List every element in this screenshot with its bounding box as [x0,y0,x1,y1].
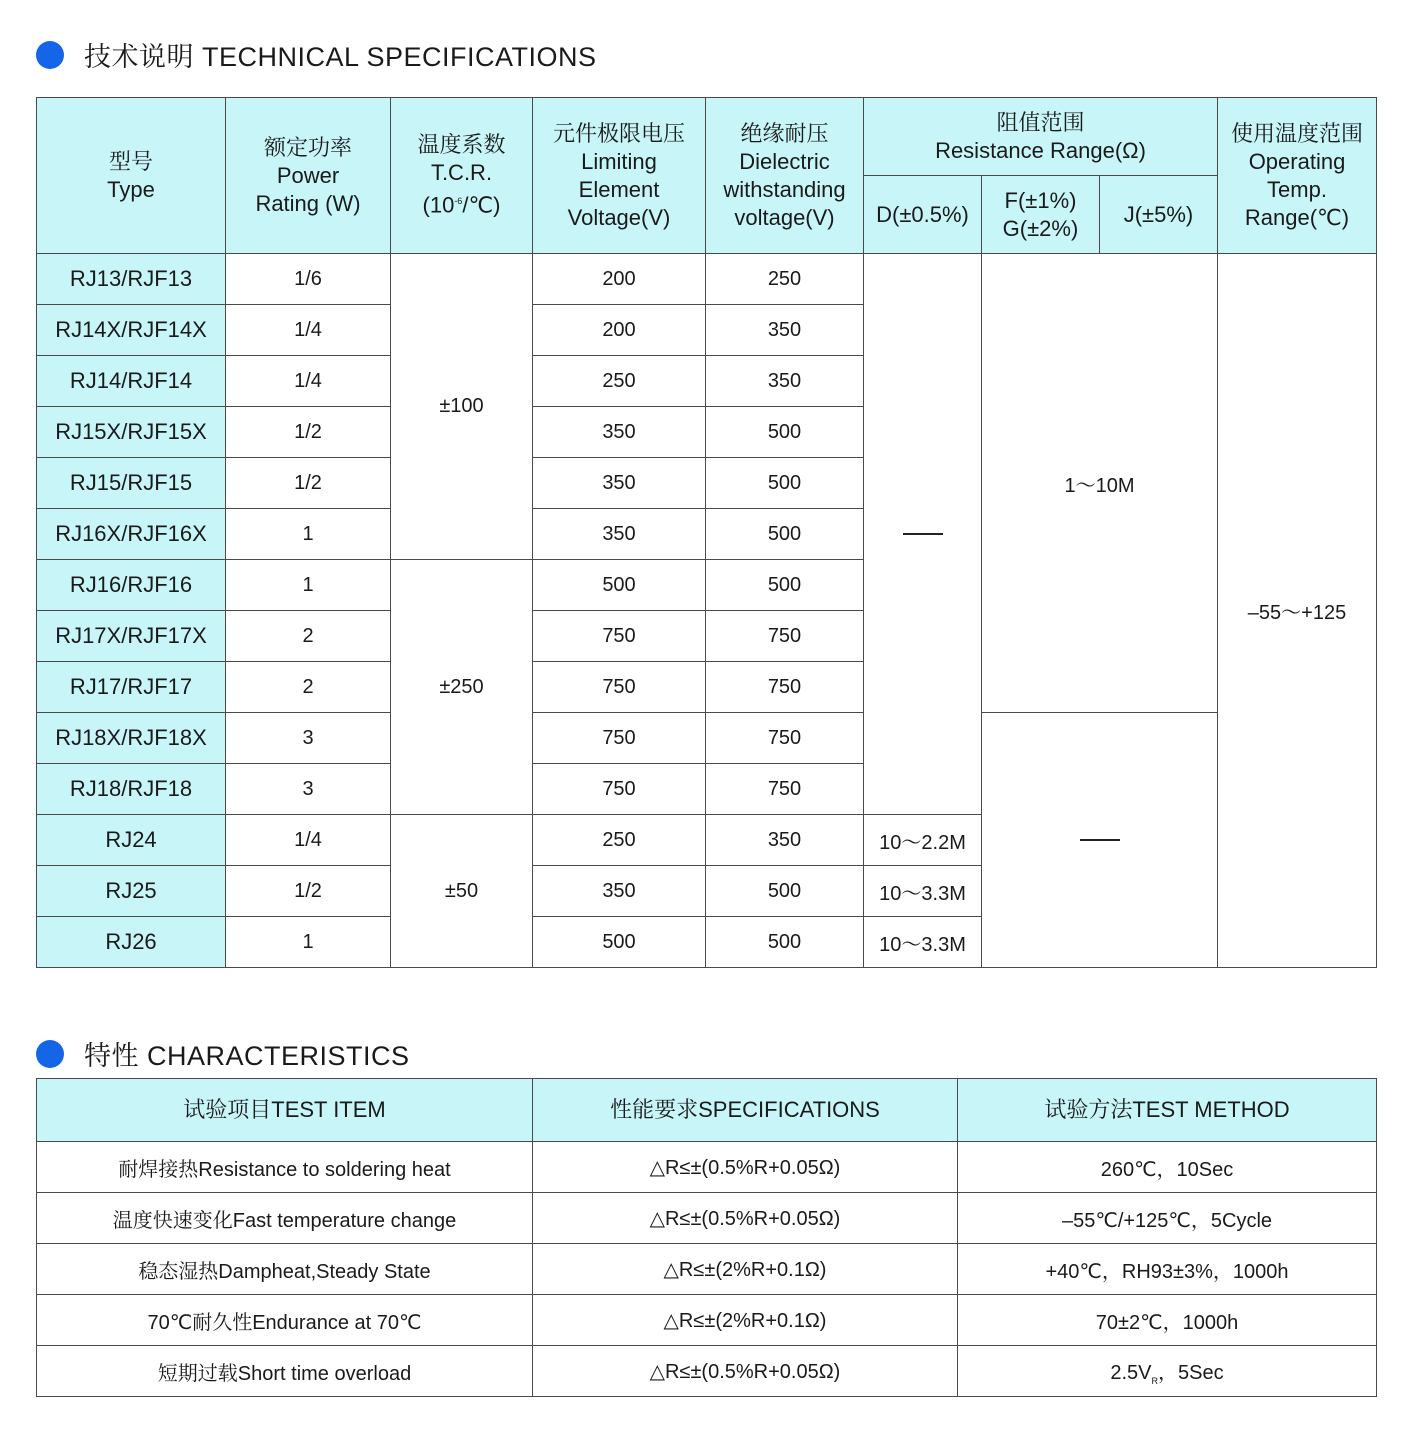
dielectric-cell: 500 [706,560,864,611]
res-fgj-cell: 1～10M [982,254,1218,713]
header-test-item: 试验项目TEST ITEM [37,1079,533,1142]
res-d-cell: 10～3.3M [864,866,982,917]
table-row [37,713,1377,764]
type-cell: RJ24 [37,815,226,866]
type-cell: RJ18X/RJF18X [37,713,226,764]
table-row [37,1142,1377,1193]
type-cell: RJ17/RJF17 [37,662,226,713]
type-cell: RJ26 [37,917,226,968]
type-cell: RJ13/RJF13 [37,254,226,305]
power-cell: 3 [226,713,391,764]
table-row [37,1295,1377,1346]
spec-value: △R≤±(0.5%R+0.05Ω) [533,1193,958,1244]
power-cell: 2 [226,662,391,713]
section-header-specs [36,35,597,74]
power-cell: 1/6 [226,254,391,305]
dash-icon [1080,839,1120,841]
bullet-dot-icon [36,41,64,69]
header-test-method: 试验方法TEST METHOD [958,1079,1377,1142]
dielectric-cell: 500 [706,866,864,917]
power-cell: 1/2 [226,458,391,509]
power-cell: 2 [226,611,391,662]
table-row [37,254,1377,305]
specifications-table [36,97,1377,968]
power-cell: 1 [226,917,391,968]
type-cell: RJ17X/RJF17X [37,611,226,662]
type-cell: RJ15X/RJF15X [37,407,226,458]
test-method: 260℃，10Sec [958,1142,1377,1193]
test-item: 温度快速变化Fast temperature change [37,1193,533,1244]
table-row [37,1193,1377,1244]
section-header-characteristics [36,1034,410,1073]
res-d-cell: 10～2.2M [864,815,982,866]
res-d-cell [864,254,982,815]
type-cell: RJ16X/RJF16X [37,509,226,560]
tcr-cell: ±250 [391,560,533,815]
res-fgj-cell [982,713,1218,968]
dielectric-cell: 750 [706,713,864,764]
dielectric-cell: 750 [706,611,864,662]
type-cell: RJ14/RJF14 [37,356,226,407]
dielectric-cell: 350 [706,815,864,866]
header-specifications: 性能要求SPECIFICATIONS [533,1079,958,1142]
table-row [37,1346,1377,1397]
voltage-cell: 200 [533,254,706,305]
temp-range-cell: –55～+125 [1218,254,1377,968]
type-cell: RJ14X/RJF14X [37,305,226,356]
header-resistance-range: 阻值范围 Resistance Range(Ω) [864,98,1218,176]
dash-icon [903,533,943,535]
voltage-cell: 350 [533,458,706,509]
dielectric-cell: 750 [706,764,864,815]
power-cell: 1 [226,560,391,611]
test-item: 耐焊接热Resistance to soldering heat [37,1142,533,1193]
voltage-cell: 350 [533,407,706,458]
voltage-cell: 750 [533,764,706,815]
header-res-d: D(±0.5%) [864,176,982,254]
header-type: 型号 Type [37,98,226,254]
voltage-cell: 200 [533,305,706,356]
type-cell: RJ18/RJF18 [37,764,226,815]
header-operating-temp: 使用温度范围 Operating Temp. Range(℃) [1218,98,1377,254]
header-limiting-voltage: 元件极限电压 Limiting Element Voltage(V) [533,98,706,254]
res-d-cell: 10～3.3M [864,917,982,968]
test-method: 70±2℃，1000h [958,1295,1377,1346]
power-cell: 1/4 [226,305,391,356]
voltage-cell: 350 [533,866,706,917]
voltage-cell: 250 [533,356,706,407]
section-title-specs: 技术说明 TECHNICAL SPECIFICATIONS [84,42,597,72]
spec-value: △R≤±(0.5%R+0.05Ω) [533,1346,958,1397]
type-cell: RJ16/RJF16 [37,560,226,611]
test-item: 稳态湿热Dampheat,Steady State [37,1244,533,1295]
section-title-characteristics: 特性 CHARACTERISTICS [84,1041,410,1071]
tcr-cell: ±100 [391,254,533,560]
dielectric-cell: 350 [706,305,864,356]
type-cell: RJ25 [37,866,226,917]
test-item: 70℃耐久性Endurance at 70℃ [37,1295,533,1346]
test-method: +40℃，RH93±3%，1000h [958,1244,1377,1295]
power-cell: 1/2 [226,407,391,458]
header-power: 额定功率 Power Rating (W) [226,98,391,254]
voltage-cell: 500 [533,917,706,968]
header-dielectric: 绝缘耐压 Dielectric withstanding voltage(V) [706,98,864,254]
dielectric-cell: 500 [706,458,864,509]
spec-value: △R≤±(2%R+0.1Ω) [533,1244,958,1295]
type-cell: RJ15/RJF15 [37,458,226,509]
test-method: –55℃/+125℃，5Cycle [958,1193,1377,1244]
header-tcr: 温度系数 T.C.R. $(10^{-6}/℃)$ [391,98,533,254]
voltage-cell: 350 [533,509,706,560]
voltage-cell: 500 [533,560,706,611]
characteristics-table [36,1078,1377,1397]
dielectric-cell: 500 [706,407,864,458]
voltage-cell: 750 [533,611,706,662]
dielectric-cell: 500 [706,917,864,968]
test-item: 短期过载Short time overload [37,1346,533,1397]
table-row [37,1244,1377,1295]
spec-value: △R≤±(2%R+0.1Ω) [533,1295,958,1346]
header-res-fg: F(±1%) G(±2%) [982,176,1100,254]
spec-value: △R≤±(0.5%R+0.05Ω) [533,1142,958,1193]
voltage-cell: 750 [533,713,706,764]
power-cell: 1/4 [226,356,391,407]
power-cell: 1/4 [226,815,391,866]
voltage-cell: 750 [533,662,706,713]
power-cell: 3 [226,764,391,815]
dielectric-cell: 500 [706,509,864,560]
bullet-dot-icon [36,1040,64,1068]
voltage-cell: 250 [533,815,706,866]
dielectric-cell: 750 [706,662,864,713]
test-method: $2.5V_R$，5Sec [958,1346,1377,1397]
power-cell: 1 [226,509,391,560]
power-cell: 1/2 [226,866,391,917]
header-res-j: J(±5%) [1100,176,1218,254]
tcr-cell: ±50 [391,815,533,968]
dielectric-cell: 250 [706,254,864,305]
dielectric-cell: 350 [706,356,864,407]
